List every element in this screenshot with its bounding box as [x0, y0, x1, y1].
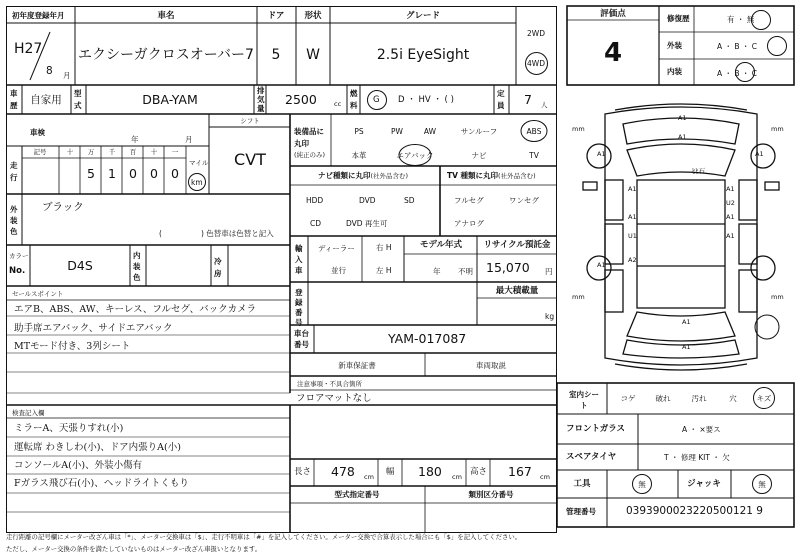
length-value: 478 — [331, 464, 355, 479]
shift-label: シフト — [240, 117, 260, 125]
diag-mark-u2: U2 — [726, 199, 735, 207]
equip-ps: PS — [354, 127, 364, 136]
fuel-other: D ・ HV ・ ( ) — [398, 95, 454, 105]
front-glass-label: フロントガラス — [566, 424, 625, 434]
recycle-value: 15,070 — [486, 260, 530, 275]
mileage-digit: 0 — [171, 166, 179, 181]
checklist-line: 運転席 わきしわ(小)、ドア内張りA(小) — [14, 442, 181, 453]
diag-mm: mm — [572, 125, 585, 133]
jack-value: 無 — [758, 480, 766, 489]
exterior-note: ) 色替車は色替と記入 — [201, 229, 274, 238]
diag-mm: mm — [572, 293, 585, 301]
navi-dvd: DVD — [359, 196, 376, 205]
capacity-unit: 人 — [541, 101, 548, 109]
import-parallel: 並行 — [331, 266, 346, 275]
tv-label-sub: (社外品含む) — [498, 172, 536, 180]
diag-mark-a1: A1 — [726, 232, 735, 240]
vehicle-manual: 車両取説 — [476, 361, 506, 370]
km-label: km — [191, 178, 203, 187]
jack-label: ジャッキ — [687, 479, 721, 489]
recycle-yen: 円 — [545, 267, 553, 276]
capacity-label: 定員 — [497, 89, 505, 110]
digit-header: 一 — [171, 148, 179, 156]
footer-note: ただし、メーター交換の条件を満たしていないものはメーター改ざん車扱いとなります。 — [6, 545, 262, 553]
height-label: 高さ — [470, 467, 488, 477]
repair-value: 有 ・ 無 — [727, 15, 755, 24]
diag-mark-a1: A1 — [755, 150, 764, 158]
score-label: 評価点 — [600, 9, 626, 19]
diag-mark-a1: A1 — [678, 133, 687, 141]
checklist-label: 検査記入欄 — [12, 409, 45, 417]
digit-header: 百 — [129, 148, 137, 156]
car-class-label: 車歴 — [10, 89, 18, 110]
tools-label: 工具 — [573, 479, 591, 489]
footer-note: 走行距離の記号欄にメーター改ざん車は「*」、メーター交換車は「$」、走行不明車は「#」を記入してください。メーター交換で合算表示した場合にも「$」を記入してください。 — [6, 533, 522, 541]
fuel-gasoline: G — [373, 95, 380, 105]
equip-leather: 本革 — [351, 151, 367, 160]
navi-cd: CD — [310, 219, 322, 228]
seat-stain: 汚れ — [691, 394, 707, 403]
tools-none-circle — [630, 473, 654, 495]
digit-header: 十 — [66, 148, 74, 156]
notes-value: フロアマットなし — [296, 393, 372, 404]
width-value: 180 — [418, 464, 442, 479]
mileage-digit: 5 — [87, 166, 95, 181]
diag-mark-a1: A1 — [628, 185, 637, 193]
diag-mm: mm — [771, 293, 784, 301]
equipment-label: 装備品に — [294, 127, 324, 136]
mgmt-value: 0393900023220500121 9 — [626, 505, 763, 517]
fuel-label: 燃料 — [350, 89, 358, 110]
equip-abs: ABS — [526, 127, 542, 136]
interior-grade-value: A ・ B ・ C — [717, 69, 758, 78]
equip-airbag: エアバック — [396, 151, 434, 160]
diag-damage-circle — [753, 313, 781, 341]
sales-line: エアB、ABS、AW、キーレス、フルセグ、バックカメラ — [14, 304, 257, 315]
class-number-label: 類別区分番号 — [468, 490, 514, 499]
diag-mark-u1: U1 — [628, 232, 637, 240]
colorno-label: No. — [9, 266, 26, 276]
width-unit: cm — [452, 473, 462, 481]
first-reg-era: H27 — [14, 41, 43, 57]
mileage-digit: 1 — [108, 166, 116, 181]
cooler-label: 冷房 — [214, 257, 222, 278]
exterior-color-label: 外装色 — [10, 205, 18, 236]
equipment-label: 丸印 — [294, 139, 309, 148]
score-value: 4 — [603, 38, 623, 68]
seat-burn: コゲ — [620, 394, 636, 403]
car-name-label: 車名 — [157, 11, 175, 21]
shape-value: W — [306, 47, 320, 63]
seat-label: 室内シート — [569, 390, 599, 410]
model-year-unknown: 不明 — [458, 267, 473, 276]
diag-mark-a1: A1 — [628, 213, 637, 221]
displacement-value: 2500 — [285, 92, 317, 107]
equipment-label: (純正のみ) — [294, 151, 326, 159]
navi-label-sub: (社外品含む) — [370, 172, 409, 180]
spare-tire-label: スペアタイヤ — [566, 452, 617, 462]
navi-hdd: HDD — [306, 196, 324, 205]
interior-color-label: 内装色 — [133, 251, 141, 282]
import-label: 輸入車 — [295, 244, 303, 275]
model-year-label: モデル年式 — [419, 240, 463, 250]
digit-header: 十 — [150, 148, 158, 156]
drive-4wd-circle — [524, 51, 549, 76]
seat-hole: 穴 — [729, 394, 737, 403]
seat-scratch-circle — [751, 386, 777, 410]
repair-label: 修復歴 — [667, 14, 690, 23]
sales-line: 助手席エアバック、サイドエアバック — [14, 323, 173, 334]
diag-mark-a1: A1 — [726, 213, 735, 221]
mgmt-label: 管理番号 — [566, 507, 596, 516]
width-label: 幅 — [386, 467, 395, 477]
navi-sd: SD — [404, 196, 415, 205]
grade-value: 2.5i EyeSight — [376, 47, 470, 63]
front-glass-value: A ・ ×要ス — [682, 425, 721, 434]
displacement-unit: cc — [334, 100, 342, 108]
exterior-grade-label: 外装 — [667, 41, 682, 50]
inspection-year: 年 — [131, 135, 139, 144]
fuel-gasoline-circle — [366, 89, 388, 111]
colorno-value: D4S — [67, 258, 93, 273]
first-reg-label: 初年度登録年月 — [12, 11, 65, 20]
interior-grade-label: 内装 — [667, 67, 682, 76]
mileage-label: 走行 — [10, 161, 18, 182]
km-circle — [187, 172, 207, 192]
shape-label: 形状 — [304, 11, 322, 21]
equip-aw: AW — [423, 127, 437, 136]
grade-label: グレード — [405, 11, 441, 21]
model-year-year: 年 — [433, 267, 441, 276]
frame-value: YAM-017087 — [388, 331, 467, 346]
inspection-label: 車検 — [30, 128, 45, 137]
equip-sunroof: サンルーフ — [460, 127, 498, 136]
repair-none-circle — [750, 9, 772, 31]
mileage-digit: 0 — [129, 166, 137, 181]
month-unit: 月 — [63, 71, 71, 80]
navi-dvd-play: DVD 再生可 — [346, 219, 388, 228]
registration-label: 登録番号 — [295, 288, 303, 327]
diag-mark-a1: A1 — [726, 185, 735, 193]
diag-mark-a1: A1 — [597, 150, 606, 158]
checklist-line: Fガラス飛び石(小)、ヘッドライトくもり — [14, 478, 189, 489]
jack-none-circle — [750, 473, 774, 495]
navi-label-text: ナビ種類に丸印 — [318, 171, 371, 180]
frame-label: 車台番号 — [294, 329, 309, 349]
length-unit: cm — [364, 473, 374, 481]
inspection-month: 月 — [185, 135, 193, 144]
colorno-label-small: カラー — [9, 252, 29, 260]
tv-label — [447, 172, 536, 180]
doors-value: 5 — [271, 47, 281, 63]
diag-mark-a2: A2 — [628, 256, 637, 264]
diag-mark-hstone: ﾋﾋ石 — [692, 167, 705, 175]
length-label: 長さ — [294, 467, 312, 477]
digit-header: 記号 — [33, 148, 47, 156]
capacity-value: 7 — [524, 92, 532, 107]
sales-label: セールスポイント — [12, 290, 64, 298]
diag-mark-a1: A1 — [678, 114, 687, 122]
exterior-grade-c-circle — [765, 35, 789, 57]
interior-grade-b-circle — [733, 61, 757, 83]
mile-label: マイル — [189, 159, 209, 167]
tv-label-text: TV 種類に丸印 — [447, 171, 499, 180]
mileage-digit: 0 — [150, 166, 158, 181]
digit-header: 千 — [108, 148, 116, 156]
tv-analog: アナログ — [454, 219, 484, 228]
sales-line: MTモード付き、3列シート — [14, 341, 131, 352]
first-reg-month: 8 — [46, 65, 53, 77]
tv-fullseg: フルセグ — [454, 196, 484, 205]
seat-scratch: キズ — [756, 394, 772, 403]
equip-tv: TV — [529, 151, 539, 160]
new-car-guarantee: 新車保証書 — [338, 361, 376, 370]
equip-pw: PW — [391, 127, 403, 136]
diag-mark-a1: A1 — [682, 318, 691, 326]
drive-2wd: 2WD — [527, 29, 545, 38]
height-unit: cm — [540, 473, 550, 481]
equip-airbag-circle — [398, 143, 432, 167]
equip-navi: ナビ — [471, 151, 487, 160]
model-value: DBA-YAM — [142, 92, 198, 107]
tv-oneseg: ワンセグ — [509, 196, 539, 205]
drive-4wd: 4WD — [527, 59, 545, 68]
exterior-note-open: ( — [159, 229, 162, 238]
import-handle-l: 左 H — [376, 266, 392, 275]
max-load-label: 最大積載量 — [495, 286, 539, 296]
spare-tire-value: T ・ 修理 KIT ・ 欠 — [664, 453, 730, 462]
diag-mark-a1: A1 — [597, 261, 606, 269]
checklist-line: コンソールA(小)、外装小傷有 — [14, 460, 143, 471]
model-label: 型式 — [74, 89, 82, 110]
height-value: 167 — [508, 464, 532, 479]
car-name-value: エクシーガクロスオーバー7 — [78, 47, 254, 63]
recycle-label: リサイクル預託金 — [483, 240, 551, 250]
notes-label: 注意事項・不具合箇所 — [297, 380, 362, 388]
import-handle-r: 右 H — [376, 243, 392, 252]
digit-header: 万 — [87, 148, 95, 156]
navi-label — [318, 172, 408, 180]
checklist-line: ミラーA、天張りすれ(小) — [14, 423, 124, 434]
exterior-grade-value: A ・ B ・ C — [717, 42, 758, 51]
displacement-label: 排気量 — [257, 86, 265, 113]
shift-value: CVT — [234, 150, 266, 169]
type-designation-label: 型式指定番号 — [334, 490, 380, 499]
exterior-color-value: ブラック — [42, 201, 84, 213]
car-class-value: 自家用 — [30, 94, 62, 106]
seat-tear: 破れ — [655, 394, 671, 403]
import-dealer: ディーラー — [318, 244, 355, 253]
diag-mark-a1: A1 — [682, 343, 691, 351]
tools-value: 無 — [638, 480, 646, 489]
door-label: ドア — [267, 11, 285, 21]
diag-mm: mm — [771, 125, 784, 133]
max-load-unit: kg — [545, 312, 555, 321]
equip-abs-circle — [520, 119, 548, 143]
